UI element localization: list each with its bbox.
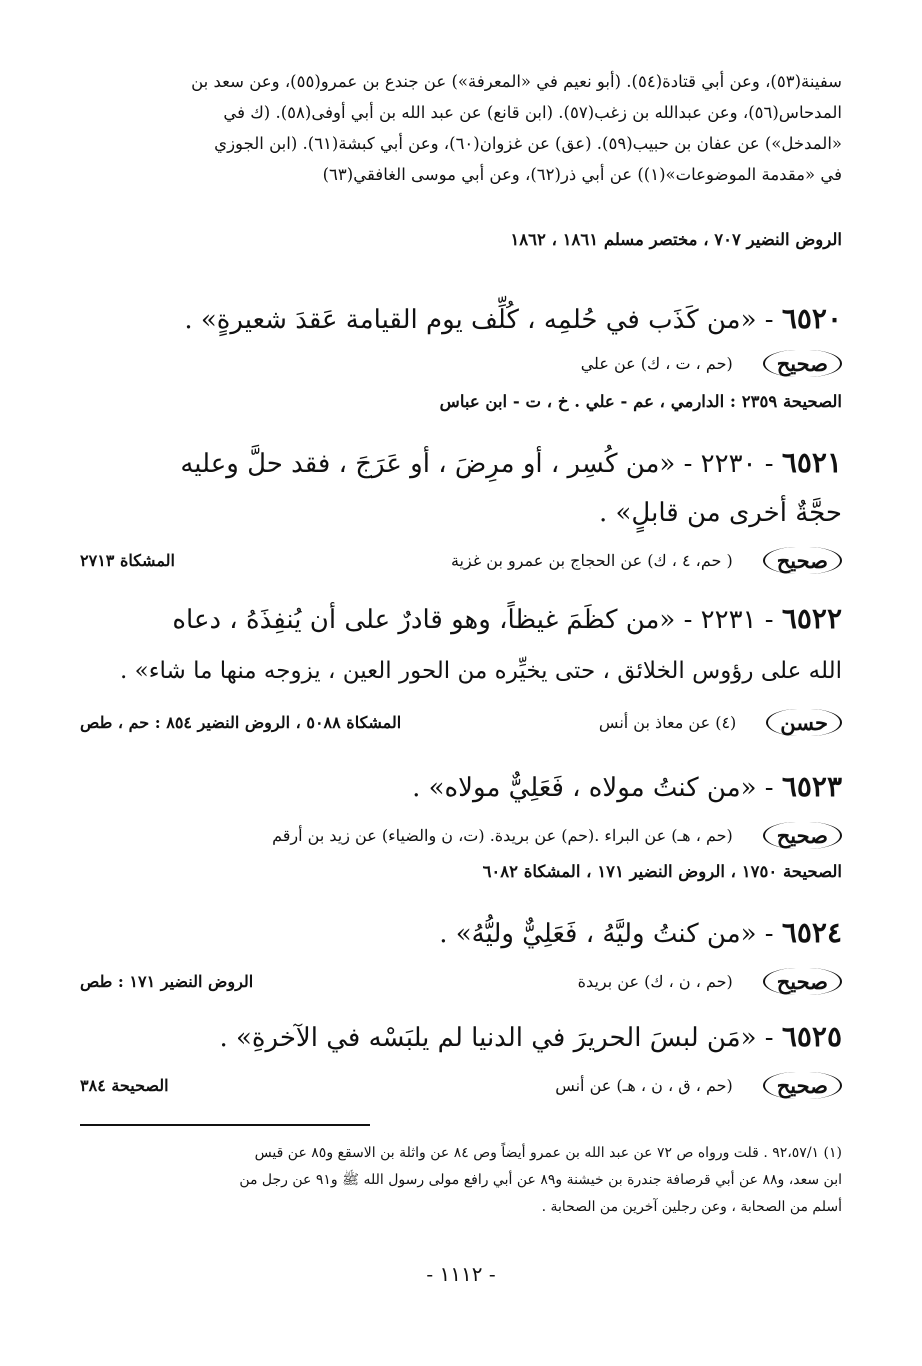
grade-badge: صحيح: [763, 1072, 842, 1099]
hadith-6521-continuation: حجَّةٌ أخرى من قابلٍ» .: [598, 498, 842, 528]
footnote-line: أسلم من الصحابة ، وعن رجلين آخرين من الصحابة .: [541, 1199, 842, 1215]
hadith-reference: الصحيحة ٣٨٤: [80, 1075, 169, 1095]
intro-line: سفينة(٥٣)، وعن أبي قتادة(٥٤). (أبو نعيم في «المعرفة») عن جندع بن عمرو(٥٥)، وعن سعد بن: [191, 72, 842, 91]
hadith-text: - ٢٢٣١ - «من كظَمَ غيظاً، وهو قادرٌ على أن يُنفِذَهُ ، دعاه: [172, 605, 774, 635]
grade-badge: صحيح: [763, 350, 842, 377]
intro-references: الروض النضير ٧٠٧ ، مختصر مسلم ١٨٦١ ، ١٨٦٢: [510, 230, 842, 249]
hadith-number: ٦٥٢٠: [781, 302, 842, 335]
hadith-source: (حم ، هـ) عن البراء .(حم) عن بريدة. (ت، ن والضياء) عن زيد بن أرقم: [272, 825, 733, 845]
hadith-meta-row: [80, 705, 842, 739]
hadith-6521: [80, 438, 842, 489]
hadith-text: - «من كنتُ مولاه ، فَعَلِيٌّ مولاه» .: [412, 773, 774, 803]
hadith-source: (حم ، ن ، ك) عن بريدة: [577, 971, 733, 991]
intro-line: المدحاس(٥٦)، وعن عبدالله بن زغب(٥٧). (ابن قانع) عن عبد الله بن أبي أوفى(٥٨). (ك في: [223, 103, 842, 122]
grade-badge: صحيح: [763, 968, 842, 995]
hadith-reference: المشكاة ٥٠٨٨ ، الروض النضير ٨٥٤ : حم ، طص: [80, 712, 402, 732]
footnote-line: (١) ٩٢،٥٧/١ . قلت ورواه ص ٧٢ عن عبد الله بن عمرو أيضاً وص ٨٤ عن واثلة بن الاسقع و٨٥ عن قيس: [254, 1145, 842, 1161]
hadith-text: - «من كَذَب في حُلمِه ، كُلِّف يوم القيامة عَقدَ شعيرةٍ» .: [184, 305, 774, 335]
hadith-text: - «مَن لبسَ الحريرَ في الدنيا لم يلبَسْه في الآخرةِ» .: [219, 1023, 774, 1053]
hadith-references: الصحيحة ١٧٥٠ ، الروض النضير ١٧١ ، المشكاة ٦٠٨٢: [482, 862, 842, 881]
hadith-reference: الروض النضير ١٧١ : طص: [80, 971, 254, 991]
page-number: - ١١١٢ -: [426, 1262, 496, 1286]
footnote-divider: [80, 1124, 370, 1126]
intro-line: في «مقدمة الموضوعات»(١)) عن أبي ذر(٦٢)، وعن أبي موسى الغافقي(٦٣): [322, 165, 842, 184]
hadith-source: (حم ، ت ، ك) عن علي: [580, 353, 733, 373]
hadith-source: ( حم، ٤ ، ك) عن الحجاج بن عمرو بن غزية: [450, 550, 733, 570]
footnote-line: ابن سعد، و٨٨ عن أبي قرصافة جندرة بن خيشنة و٨٩ عن أبي رافع مولى رسول الله ﷺ و٩١ عن رجل من: [239, 1172, 842, 1188]
hadith-meta-row: [80, 543, 842, 577]
grade-badge: حسن: [766, 709, 842, 736]
grade-badge: صحيح: [763, 822, 842, 849]
footnote: [80, 1140, 842, 1221]
hadith-number: ٦٥٢٥: [781, 1020, 842, 1053]
hadith-6524: [80, 908, 842, 959]
hadith-number: ٦٥٢١: [781, 446, 842, 479]
hadith-meta-row: [80, 346, 842, 380]
hadith-meta-row: [80, 1068, 842, 1102]
grade-badge: صحيح: [763, 547, 842, 574]
hadith-6523: [80, 762, 842, 813]
intro-paragraph: [80, 66, 842, 190]
hadith-number: ٦٥٢٣: [781, 770, 842, 803]
hadith-6522-continuation: الله على رؤوس الخلائق ، حتى يخيِّره من الحور العين ، يزوجه منها ما شاء» .: [120, 658, 842, 684]
hadith-meta-row: [80, 964, 842, 998]
hadith-text: - «من كنتُ وليَّهُ ، فَعَلِيٌّ وليُّهُ» .: [439, 919, 774, 949]
hadith-references: الصحيحة ٢٣٥٩ : الدارمي ، عم - علي . خ ، ت - ابن عباس: [439, 392, 842, 411]
hadith-reference: المشكاة ٢٧١٣: [80, 550, 175, 570]
hadith-meta-row: [80, 818, 842, 852]
hadith-number: ٦٥٢٢: [781, 602, 842, 635]
hadith-6520: [80, 294, 842, 345]
hadith-source: (حم ، ق ، ن ، هـ) عن أنس: [555, 1075, 733, 1095]
hadith-number: ٦٥٢٤: [781, 916, 842, 949]
intro-line: «المدخل») عن عفان بن حبيب(٥٩). (عق) عن غزوان(٦٠)، وعن أبي كبشة(٦١). (ابن الجوزي: [214, 134, 842, 153]
hadith-text: - ٢٢٣٠ - «من كُسِر ، أو مرِضَ ، أو عَرَجَ ، فقد حلَّ وعليه: [180, 449, 774, 479]
hadith-source: (٤) عن معاذ بن أنس: [598, 712, 737, 732]
hadith-6522: [80, 594, 842, 645]
hadith-6525: [80, 1012, 842, 1063]
